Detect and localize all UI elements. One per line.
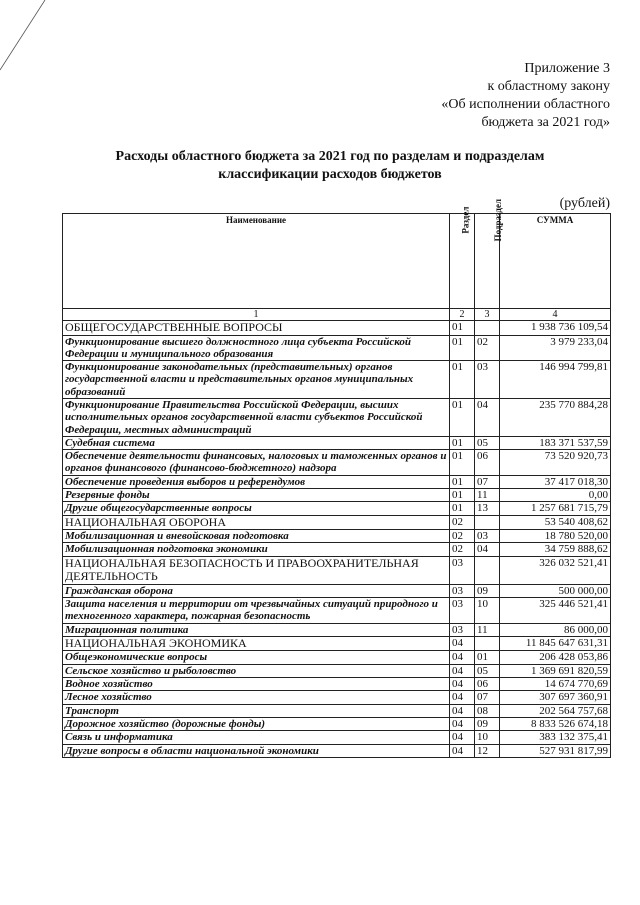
table-row xyxy=(63,623,611,636)
row-subsection-code: 02 xyxy=(475,335,500,361)
row-section-code: 02 xyxy=(450,530,475,543)
row-section-code: 04 xyxy=(450,704,475,717)
row-subsection-code: 04 xyxy=(475,543,500,556)
row-amount: 325 446 521,41 xyxy=(500,598,611,624)
title-line: Расходы областного бюджета за 2021 год по разделам и подразделам xyxy=(115,149,545,164)
appendix-line: бюджета за 2021 год» xyxy=(481,115,610,130)
row-amount: 307 697 360,91 xyxy=(500,691,611,704)
row-subsection-code xyxy=(475,556,500,584)
row-name: НАЦИОНАЛЬНАЯ ОБОРОНА xyxy=(63,515,450,530)
row-section-code: 01 xyxy=(450,475,475,488)
row-subsection-code: 08 xyxy=(475,704,500,717)
row-name: ОБЩЕГОСУДАРСТВЕННЫЕ ВОПРОСЫ xyxy=(63,321,450,336)
table-row xyxy=(63,584,611,597)
row-amount: 14 674 770,69 xyxy=(500,678,611,691)
row-subsection-code xyxy=(475,321,500,336)
appendix-line: «Об исполнении областного xyxy=(441,97,610,112)
row-amount: 183 371 537,59 xyxy=(500,436,611,449)
table-row xyxy=(63,335,611,361)
row-name: Мобилизационная и вневойсковая подготовка xyxy=(63,530,450,543)
row-amount: 3 979 233,04 xyxy=(500,335,611,361)
row-amount: 53 540 408,62 xyxy=(500,515,611,530)
table-row xyxy=(63,744,611,757)
row-subsection-code: 04 xyxy=(475,398,500,436)
row-subsection-code: 03 xyxy=(475,361,500,399)
row-subsection-code: 06 xyxy=(475,450,500,476)
column-header-subsection xyxy=(475,198,504,309)
table-row xyxy=(63,489,611,502)
row-section-code: 04 xyxy=(450,678,475,691)
row-section-code: 04 xyxy=(450,717,475,730)
column-number: 4 xyxy=(500,309,611,321)
row-section-code: 01 xyxy=(450,502,475,515)
row-subsection-code: 11 xyxy=(475,623,500,636)
table-header-row xyxy=(63,214,611,309)
row-amount: 0,00 xyxy=(500,489,611,502)
row-section-code: 04 xyxy=(450,651,475,664)
row-subsection-code xyxy=(475,636,500,651)
table-row xyxy=(63,543,611,556)
column-number: 1 xyxy=(63,309,450,321)
row-amount: 202 564 757,68 xyxy=(500,704,611,717)
row-name: Обеспечение деятельности финансовых, налоговых и таможенных органов и органов финансового (финансово-бюджетного) надзора xyxy=(63,450,450,476)
table-row xyxy=(63,450,611,476)
row-name: Гражданская оборона xyxy=(63,584,450,597)
row-section-code: 01 xyxy=(450,450,475,476)
row-subsection-code: 10 xyxy=(475,731,500,744)
row-name: Лесное хозяйство xyxy=(63,691,450,704)
appendix-line: к областному закону xyxy=(487,79,610,94)
row-section-code: 04 xyxy=(450,691,475,704)
table-row xyxy=(63,598,611,624)
row-amount: 73 520 920,73 xyxy=(500,450,611,476)
appendix-note xyxy=(350,60,610,132)
row-subsection-code: 09 xyxy=(475,717,500,730)
row-section-code: 03 xyxy=(450,584,475,597)
column-number: 2 xyxy=(450,309,475,321)
column-header-name: Наименование xyxy=(63,214,450,309)
row-subsection-code: 09 xyxy=(475,584,500,597)
row-section-code: 01 xyxy=(450,321,475,336)
column-header-subsection-label: Подраздел xyxy=(493,198,504,242)
row-name: Резервные фонды xyxy=(63,489,450,502)
row-name: Другие общегосударственные вопросы xyxy=(63,502,450,515)
table-row xyxy=(63,704,611,717)
row-subsection-code: 01 xyxy=(475,651,500,664)
table-row xyxy=(63,717,611,730)
table-row xyxy=(63,664,611,677)
table-row xyxy=(63,502,611,515)
row-name: Сельское хозяйство и рыболовство xyxy=(63,664,450,677)
row-section-code: 04 xyxy=(450,731,475,744)
row-amount: 18 780 520,00 xyxy=(500,530,611,543)
row-name: Дорожное хозяйство (дорожные фонды) xyxy=(63,717,450,730)
row-section-code: 01 xyxy=(450,436,475,449)
row-name: Защита населения и территории от чрезвычайных ситуаций природного и техногенного характера, пожарная безопасность xyxy=(63,598,450,624)
row-section-code: 03 xyxy=(450,598,475,624)
row-section-code: 01 xyxy=(450,361,475,399)
table-row xyxy=(63,530,611,543)
row-amount: 37 417 018,30 xyxy=(500,475,611,488)
row-section-code: 01 xyxy=(450,335,475,361)
row-subsection-code: 03 xyxy=(475,530,500,543)
table-body xyxy=(63,321,611,758)
row-name: Мобилизационная подготовка экономики xyxy=(63,543,450,556)
row-name: Транспорт xyxy=(63,704,450,717)
title-line: классификации расходов бюджетов xyxy=(218,167,442,182)
row-name: НАЦИОНАЛЬНАЯ БЕЗОПАСНОСТЬ И ПРАВООХРАНИТЕЛЬНАЯ ДЕЯТЕЛЬНОСТЬ xyxy=(63,556,450,584)
row-name: НАЦИОНАЛЬНАЯ ЭКОНОМИКА xyxy=(63,636,450,651)
table-row xyxy=(63,321,611,336)
row-subsection-code: 10 xyxy=(475,598,500,624)
row-section-code: 01 xyxy=(450,398,475,436)
row-subsection-code: 05 xyxy=(475,664,500,677)
row-amount: 146 994 799,81 xyxy=(500,361,611,399)
row-subsection-code xyxy=(475,515,500,530)
row-amount: 1 938 736 109,54 xyxy=(500,321,611,336)
row-amount: 34 759 888,62 xyxy=(500,543,611,556)
unit-label: (рублей) xyxy=(559,196,610,211)
row-subsection-code: 13 xyxy=(475,502,500,515)
row-name: Другие вопросы в области национальной экономики xyxy=(63,744,450,757)
row-subsection-code: 07 xyxy=(475,475,500,488)
row-section-code: 02 xyxy=(450,543,475,556)
row-amount: 86 000,00 xyxy=(500,623,611,636)
table-row xyxy=(63,651,611,664)
table-row xyxy=(63,436,611,449)
column-header-amount: СУММА xyxy=(500,214,611,309)
row-amount: 1 369 691 820,59 xyxy=(500,664,611,677)
row-section-code: 03 xyxy=(450,623,475,636)
column-number: 3 xyxy=(475,309,500,321)
row-amount: 206 428 053,86 xyxy=(500,651,611,664)
row-subsection-code: 05 xyxy=(475,436,500,449)
row-name: Обеспечение проведения выборов и референдумов xyxy=(63,475,450,488)
row-amount: 11 845 647 631,31 xyxy=(500,636,611,651)
table-row xyxy=(63,678,611,691)
scan-edge-line xyxy=(0,0,60,80)
row-name: Связь и информатика xyxy=(63,731,450,744)
row-amount: 326 032 521,41 xyxy=(500,556,611,584)
row-name: Миграционная политика xyxy=(63,623,450,636)
appendix-line: Приложение 3 xyxy=(524,61,610,76)
row-name: Общеэкономические вопросы xyxy=(63,651,450,664)
table-row xyxy=(63,556,611,584)
table-row xyxy=(63,398,611,436)
row-section-code: 04 xyxy=(450,636,475,651)
column-number-row xyxy=(63,309,611,321)
row-section-code: 04 xyxy=(450,664,475,677)
row-subsection-code: 07 xyxy=(475,691,500,704)
row-name: Судебная система xyxy=(63,436,450,449)
row-amount: 500 000,00 xyxy=(500,584,611,597)
row-name: Функционирование Правительства Российской Федерации, высших исполнительных органов государственной власти субъектов Российской Федерации, местных администраций xyxy=(63,398,450,436)
table-row xyxy=(63,636,611,651)
document-title xyxy=(60,148,600,184)
table-row xyxy=(63,361,611,399)
row-amount: 235 770 884,28 xyxy=(500,398,611,436)
table-row xyxy=(63,475,611,488)
row-name: Функционирование законодательных (представительных) органов государственной власти и представительных органов муниципальных образований xyxy=(63,361,450,399)
row-name: Функционирование высшего должностного лица субъекта Российской Федерации и муниципального образования xyxy=(63,335,450,361)
row-amount: 383 132 375,41 xyxy=(500,731,611,744)
row-subsection-code: 06 xyxy=(475,678,500,691)
row-name: Водное хозяйство xyxy=(63,678,450,691)
table-row xyxy=(63,731,611,744)
row-section-code: 02 xyxy=(450,515,475,530)
row-section-code: 01 xyxy=(450,489,475,502)
row-amount: 527 931 817,99 xyxy=(500,744,611,757)
row-amount: 1 257 681 715,79 xyxy=(500,502,611,515)
table-row xyxy=(63,515,611,530)
row-section-code: 03 xyxy=(450,556,475,584)
row-subsection-code: 12 xyxy=(475,744,500,757)
row-amount: 8 833 526 674,18 xyxy=(500,717,611,730)
column-header-section xyxy=(450,206,475,309)
row-subsection-code: 11 xyxy=(475,489,500,502)
table-row xyxy=(63,691,611,704)
column-header-section-label: Раздел xyxy=(460,206,471,234)
row-section-code: 04 xyxy=(450,744,475,757)
